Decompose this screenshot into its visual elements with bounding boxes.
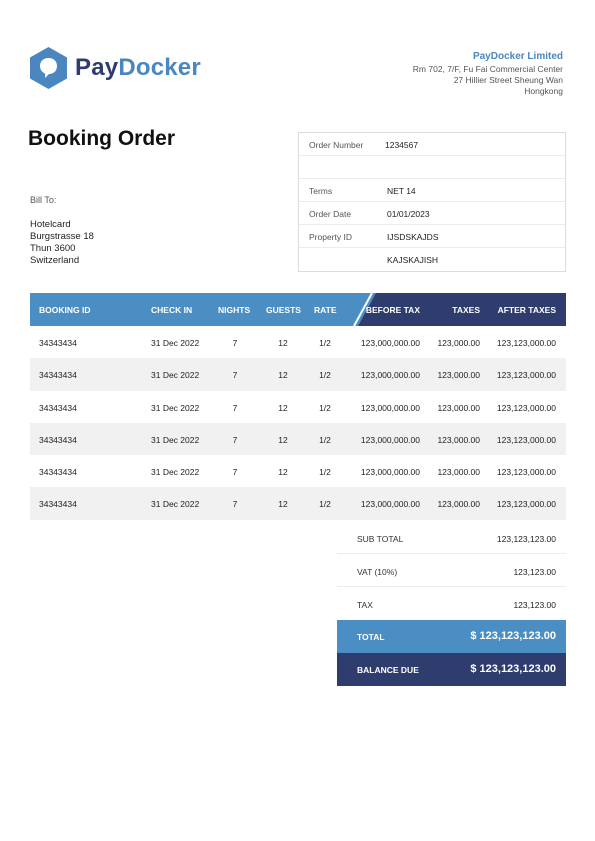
bill-to-line: Switzerland	[30, 255, 80, 266]
cell-taxes: 123,000.00	[437, 370, 480, 381]
order-date-label: Order Date	[309, 209, 352, 219]
cell-rate: 1/2	[319, 499, 331, 510]
cell-before-tax: 123,000,000.00	[360, 499, 420, 510]
brand-part-docker: Docker	[118, 54, 201, 81]
table-header	[30, 293, 566, 326]
cell-guests: 12	[278, 370, 288, 381]
cell-guests: 12	[278, 338, 288, 348]
cell-rate: 1/2	[319, 338, 331, 348]
brand-name	[75, 56, 201, 80]
totals-summary	[337, 521, 566, 686]
cell-check-in: 31 Dec 2022	[151, 370, 200, 381]
table-row	[30, 358, 566, 390]
company-info	[413, 51, 563, 97]
cell-booking-id: 34343434	[39, 338, 77, 348]
table-row	[30, 455, 566, 487]
paydocker-logo-icon	[30, 47, 67, 89]
bill-to-address	[30, 219, 94, 267]
cell-taxes: 123,000.00	[437, 402, 480, 413]
bill-to-label: Bill To:	[30, 195, 57, 205]
total-label: TOTAL	[357, 632, 385, 642]
cell-before-tax: 123,000,000.00	[360, 402, 420, 413]
cell-after-taxes: 123,123,000.00	[496, 370, 556, 381]
cell-nights: 7	[232, 338, 238, 348]
total-value: $ 123,123,123.00	[470, 630, 556, 642]
cell-nights: 7	[232, 499, 238, 510]
table-row	[30, 423, 566, 455]
cell-guests: 12	[278, 402, 288, 413]
cell-before-tax: 123,000,000.00	[360, 338, 420, 348]
cell-after-taxes: 123,123,000.00	[496, 434, 556, 445]
cell-nights: 7	[232, 370, 238, 381]
subtotal-row	[337, 521, 566, 554]
cell-rate: 1/2	[319, 370, 331, 381]
total-row	[337, 620, 566, 653]
cell-before-tax: 123,000,000.00	[360, 434, 420, 445]
cell-check-in: 31 Dec 2022	[151, 402, 200, 413]
cell-guests: 12	[278, 499, 288, 510]
company-address-line: Hongkong	[524, 86, 563, 96]
terms-label: Terms	[309, 186, 333, 196]
cell-after-taxes: 123,123,000.00	[496, 402, 556, 413]
property-id-value: IJSDSKAJDS	[387, 232, 439, 242]
cell-booking-id: 34343434	[39, 499, 77, 510]
cell-after-taxes: 123,123,000.00	[496, 467, 556, 478]
company-logo	[30, 47, 201, 89]
order-number-label: Order Number	[309, 140, 364, 150]
table-row	[30, 326, 566, 358]
order-details-box	[298, 132, 566, 272]
order-number-row	[299, 133, 565, 156]
page-title: Booking Order	[28, 127, 176, 150]
subtotal-label: SUB TOTAL	[357, 534, 404, 544]
cell-after-taxes: 123,123,000.00	[496, 338, 556, 348]
balance-due-row	[337, 653, 566, 686]
cell-taxes: 123,000.00	[437, 434, 480, 445]
table-body	[30, 326, 566, 520]
property-id-row-2	[299, 248, 565, 271]
property-id-value-2: KAJSKAJISH	[387, 255, 439, 265]
cell-check-in: 31 Dec 2022	[151, 434, 200, 445]
vat-row	[337, 554, 566, 587]
tax-value: 123,123.00	[513, 600, 556, 610]
cell-booking-id: 34343434	[39, 370, 77, 381]
brand-part-pay: Pay	[75, 54, 119, 81]
bill-to-line: Burgstrasse 18	[30, 231, 94, 242]
header-check-in: CHECK IN	[151, 305, 193, 315]
cell-rate: 1/2	[319, 402, 331, 413]
cell-booking-id: 34343434	[39, 434, 77, 445]
cell-rate: 1/2	[319, 434, 331, 445]
cell-nights: 7	[232, 434, 238, 445]
property-id-label: Property ID	[309, 232, 352, 242]
cell-before-tax: 123,000,000.00	[360, 370, 420, 381]
balance-due-label: BALANCE DUE	[357, 665, 419, 675]
tax-label: TAX	[357, 600, 373, 610]
cell-booking-id: 34343434	[39, 402, 77, 413]
cell-booking-id: 34343434	[39, 467, 77, 478]
cell-taxes: 123,000.00	[437, 467, 480, 478]
cell-nights: 7	[232, 467, 238, 478]
header-taxes: TAXES	[452, 305, 480, 315]
company-address-line: 27 Hillier Street Sheung Wan	[453, 75, 563, 85]
header-guests: GUESTS	[266, 305, 301, 315]
cell-check-in: 31 Dec 2022	[151, 499, 200, 510]
cell-nights: 7	[232, 402, 238, 413]
table-row	[30, 391, 566, 423]
table-row	[30, 487, 566, 519]
subtotal-value: 123,123,123.00	[496, 534, 556, 544]
header-nights: NIGHTS	[218, 305, 251, 315]
cell-guests: 12	[278, 434, 288, 445]
cell-taxes: 123,000.00	[437, 499, 480, 510]
header-booking-id: BOOKING ID	[39, 305, 91, 315]
cell-guests: 12	[278, 467, 288, 478]
bill-to-line: Thun 3600	[30, 243, 76, 254]
cell-check-in: 31 Dec 2022	[151, 338, 200, 348]
header-before-tax: BEFORE TAX	[365, 305, 420, 315]
cell-check-in: 31 Dec 2022	[151, 467, 200, 478]
cell-taxes: 123,000.00	[437, 338, 480, 348]
header-after-taxes: AFTER TAXES	[497, 305, 556, 315]
cell-after-taxes: 123,123,000.00	[496, 499, 556, 510]
bill-to-line: Hotelcard	[30, 219, 71, 230]
terms-row	[299, 179, 565, 202]
company-name: PayDocker Limited	[472, 51, 563, 62]
balance-due-value: $ 123,123,123.00	[470, 663, 556, 675]
order-number-value: 1234567	[385, 140, 419, 150]
cell-before-tax: 123,000,000.00	[360, 467, 420, 478]
vat-value: 123,123.00	[513, 567, 556, 577]
booking-table	[30, 293, 566, 520]
cell-rate: 1/2	[319, 467, 331, 478]
order-date-row	[299, 202, 565, 225]
order-date-value: 01/01/2023	[387, 209, 430, 219]
company-address-line: Rm 702, 7/F, Fu Fai Commercial Center	[412, 64, 563, 74]
property-id-row	[299, 225, 565, 248]
vat-label: VAT (10%)	[357, 567, 398, 577]
empty-row	[299, 156, 565, 179]
header-rate: RATE	[314, 305, 337, 315]
tax-row	[337, 587, 566, 620]
terms-value: NET 14	[387, 186, 416, 196]
